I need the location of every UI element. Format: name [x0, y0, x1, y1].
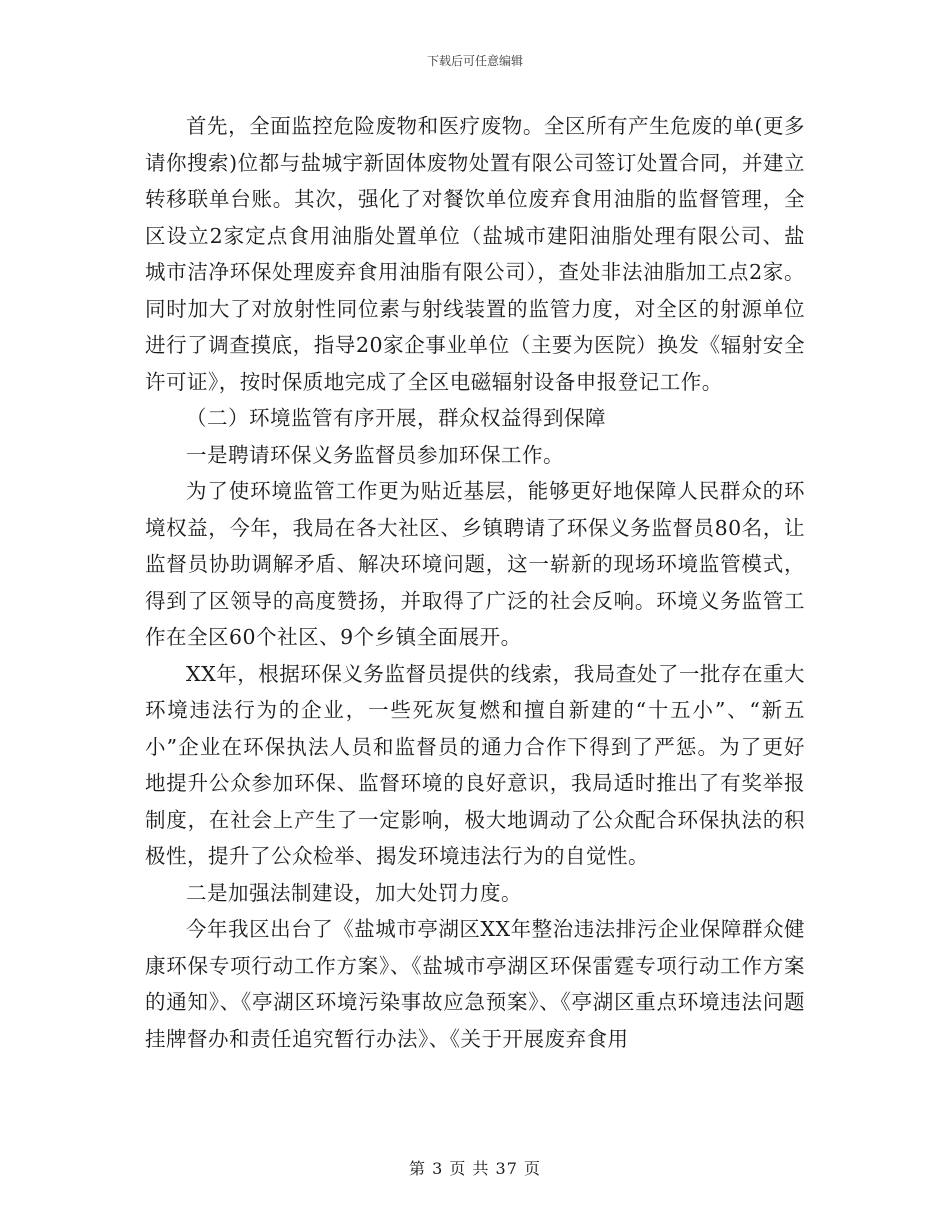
- page-number: 第 3 页 共 37 页: [409, 1159, 541, 1178]
- document-body: [145, 108, 805, 1057]
- subheading-supervisors: 一是聘请环保义务监督员参加环保工作。: [186, 442, 564, 467]
- paragraph-supervisors: 为了使环境监管工作更为贴近基层，能够更好地保障人民群众的环境权益，今年，我局在各大社区、乡镇聘请了环保义务监督员80名，让监督员协助调解矛盾、解决环境问题，这一崭新的现场环境监管模式，得到了区领导的高度赞扬，并取得了广泛的社会反响。环境义务监管工作在全区60个社区、9个乡镇全面展开。: [145, 479, 805, 649]
- page-header: 下载后可任意编辑: [426, 54, 523, 68]
- paragraph-enforcement: XX年，根据环保义务监督员提供的线索，我局查处了一批存在重大环境违法行为的企业，一些死灰复燃和擅自新建的“十五小”、“新五小”企业在环保执法人员和监督员的通力合作下得到了严惩。为了更好地提升公众参加环保、监督环境的良好意识，我局适时推出了有奖举报制度，在社会上产生了一定影响，极大地调动了公众配合环保执法的积极性，提升了公众检举、揭发环境违法行为的自觉性。: [145, 661, 805, 868]
- subheading-legal: 二是加强法制建设，加大处罚力度。: [186, 880, 522, 905]
- paragraph-hazardous-waste: 首先，全面监控危险废物和医疗废物。全区所有产生危废的单(更多请你搜索)位都与盐城宇新固体废物处置有限公司签订处置合同，并建立转移联单台账。其次，强化了对餐饮单位废弃食用油脂的监督管理，全区设立2家定点食用油脂处置单位（盐城市建阳油脂处理有限公司、盐城市洁净环保处理废弃食用油脂有限公司），查处非法油脂加工点2家。同时加大了对放射性同位素与射线装置的监管力度，对全区的射源单位进行了调查摸底，指导20家企事业单位（主要为医院）换发《辐射安全许可证》，按时保质地完成了全区电磁辐射设备申报登记工作。: [145, 114, 805, 394]
- section-heading-2: （二）环境监管有序开展，群众权益得到保障: [186, 406, 606, 430]
- paragraph-legal: 今年我区出台了《盐城市亭湖区XX年整治违法排污企业保障群众健康环保专项行动工作方案》、《盐城市亭湖区环保雷霆专项行动工作方案的通知》、《亭湖区环境污染事故应急预案》、《亭湖区重点环境违法问题挂牌督办和责任追究暂行办法》、《关于开展废弃食用: [145, 917, 805, 1051]
